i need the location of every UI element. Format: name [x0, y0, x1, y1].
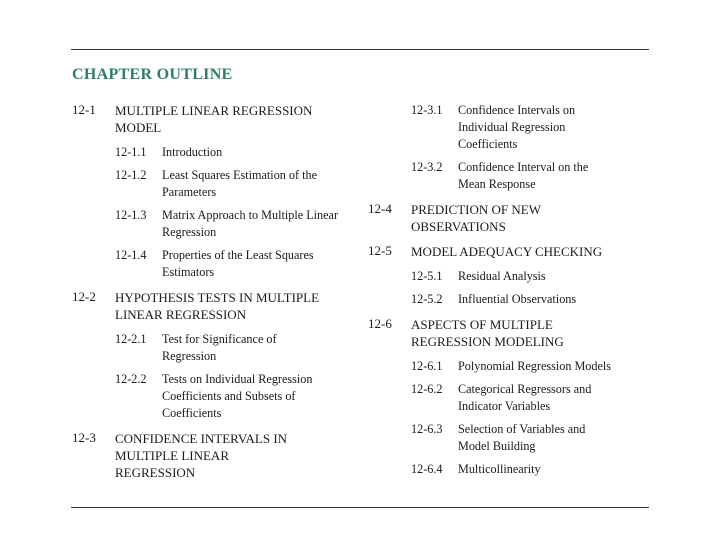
- subsection-number: 12-3.2: [411, 160, 443, 174]
- subsection-title: Multicollinearity: [458, 462, 541, 476]
- subsection-12-3-2: [411, 159, 653, 193]
- subsection-number: 12-6.1: [411, 359, 443, 373]
- subsection-12-1-1: [115, 144, 362, 161]
- subsection-title: Categorical Regressors and Indicator Variables: [458, 382, 592, 413]
- section-12-6: [368, 316, 653, 350]
- subsection-title: Test for Significance of Regression: [162, 332, 277, 363]
- section-title: MODEL ADEQUACY CHECKING: [411, 244, 603, 259]
- subsection-title: Confidence Intervals on Individual Regression Coefficients: [458, 103, 576, 151]
- subsection-number: 12-6.3: [411, 422, 443, 436]
- bottom-rule: [71, 507, 649, 508]
- subsection-number: 12-1.4: [115, 248, 147, 262]
- subsection-12-2-2: [115, 371, 362, 422]
- subsection-12-1-3: [115, 207, 362, 241]
- section-number: 12-5: [368, 243, 392, 258]
- section-title: PREDICTION OF NEW OBSERVATIONS: [411, 202, 541, 234]
- outline-right-column: [368, 102, 653, 484]
- subsection-title: Selection of Variables and Model Building: [458, 422, 586, 453]
- subsection-number: 12-6.4: [411, 462, 443, 476]
- subsection-12-5-2: [411, 291, 653, 308]
- subsection-title: Influential Observations: [458, 292, 577, 306]
- outline-left-column: [72, 102, 362, 489]
- section-number: 12-4: [368, 201, 392, 216]
- subsection-12-6-2: [411, 381, 653, 415]
- section-12-4: [368, 201, 653, 235]
- subsection-title: Confidence Interval on the Mean Response: [458, 160, 589, 191]
- subsection-title: Matrix Approach to Multiple Linear Regression: [162, 208, 338, 239]
- section-title: CONFIDENCE INTERVALS IN MULTIPLE LINEAR REGRESSION: [115, 431, 288, 480]
- subsection-title: Properties of the Least Squares Estimators: [162, 248, 314, 279]
- subsection-title: Residual Analysis: [458, 269, 546, 283]
- section-number: 12-2: [72, 289, 96, 304]
- section-number: 12-6: [368, 316, 392, 331]
- subsection-12-1-4: [115, 247, 362, 281]
- section-12-3: [72, 430, 362, 481]
- section-title: HYPOTHESIS TESTS IN MULTIPLE LINEAR REGRESSION: [115, 290, 320, 322]
- section-number: 12-3: [72, 430, 96, 445]
- subsection-number: 12-5.1: [411, 269, 443, 283]
- subsection-12-6-1: [411, 358, 653, 375]
- subsection-number: 12-6.2: [411, 382, 443, 396]
- subsection-number: 12-1.2: [115, 168, 147, 182]
- subsection-number: 12-2.1: [115, 332, 147, 346]
- section-number: 12-1: [72, 102, 96, 117]
- subsection-title: Introduction: [162, 145, 223, 159]
- subsection-12-6-3: [411, 421, 653, 455]
- subsection-12-1-2: [115, 167, 362, 201]
- subsection-12-3-1: [411, 102, 653, 153]
- subsection-number: 12-3.1: [411, 103, 443, 117]
- top-rule: [71, 49, 649, 50]
- subsection-title: Least Squares Estimation of the Parameters: [162, 168, 318, 199]
- section-12-5: [368, 243, 653, 260]
- section-title: ASPECTS OF MULTIPLE REGRESSION MODELING: [411, 317, 564, 349]
- subsection-12-6-4: [411, 461, 653, 478]
- subsection-number: 12-2.2: [115, 372, 147, 386]
- subsection-title: Polynomial Regression Models: [458, 359, 612, 373]
- section-12-1: [72, 102, 362, 136]
- chapter-outline-title: CHAPTER OUTLINE: [72, 66, 233, 83]
- subsection-12-5-1: [411, 268, 653, 285]
- subsection-12-2-1: [115, 331, 362, 365]
- subsection-number: 12-5.2: [411, 292, 443, 306]
- section-12-2: [72, 289, 362, 323]
- subsection-title: Tests on Individual Regression Coefficients and Subsets of Coefficients: [162, 372, 313, 420]
- subsection-number: 12-1.1: [115, 145, 147, 159]
- section-title: MULTIPLE LINEAR REGRESSION MODEL: [115, 103, 313, 135]
- subsection-number: 12-1.3: [115, 208, 147, 222]
